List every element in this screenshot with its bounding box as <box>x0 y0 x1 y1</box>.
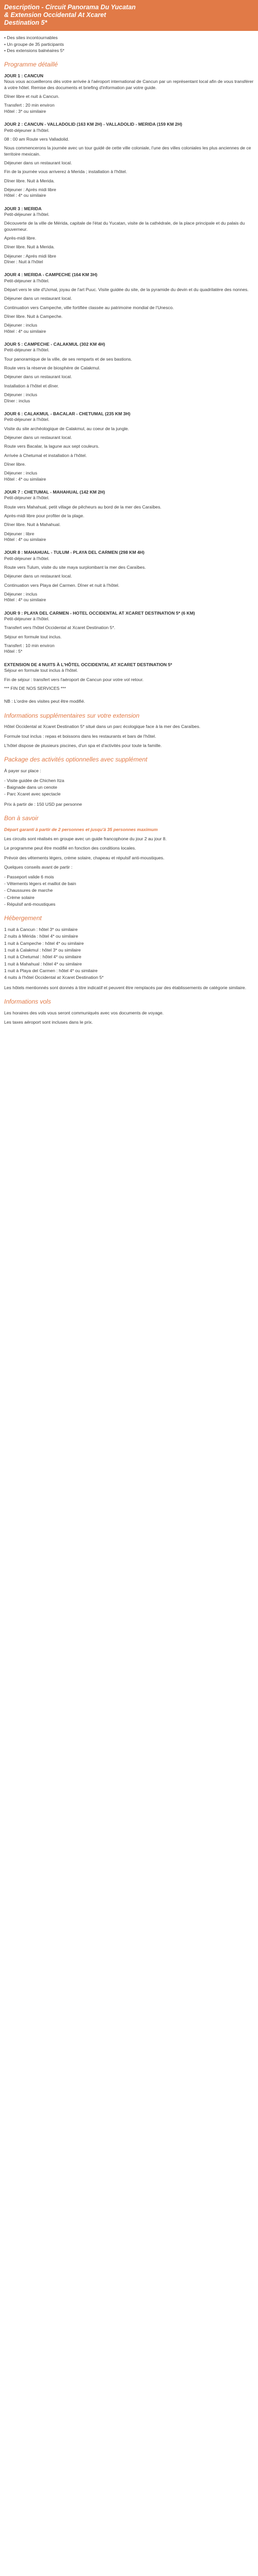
hotel-item: 1 nuit à Cancun : hôtel 3* ou similaire <box>4 927 78 933</box>
day-title: JOUR 3 : MERIDA <box>4 206 42 211</box>
day-title: JOUR 4 : MERIDA - CAMPECHE (164 KM 3H) <box>4 272 98 278</box>
day-meta: Déjeuner : inclus <box>4 392 38 398</box>
day-paragraph: Dîner libre. Nuit à Campeche. <box>4 314 63 319</box>
package-price: Prix à partir de : 150 USD par personne <box>4 801 82 807</box>
title-banner <box>0 0 258 31</box>
flights-section <box>4 998 254 1026</box>
hotel-item: 1 nuit à Playa del Carmen : hôtel 4* ou similaire <box>4 968 98 974</box>
hotels-note: Les hôtels mentionnés sont donnés à titre indicatif et peuvent être remplacés par des établissements de catégorie similaire. <box>4 985 247 990</box>
info-paragraph: L'hôtel dispose de plusieurs piscines, d'un spa et d'activités pour toute la famille. <box>4 743 162 749</box>
day-meta: Hôtel : 4* ou similaire <box>4 193 46 198</box>
day-block <box>4 489 254 543</box>
day-title: JOUR 9 : PLAYA DEL CARMEN - HOTEL OCCIDENTAL AT XCARET DESTINATION 5* (6 KM) <box>4 610 195 616</box>
bring-item: - Chaussures de marche <box>4 888 53 893</box>
day-meta: *** FIN DE NOS SERVICES *** <box>4 685 66 691</box>
day-meta: Déjeuner : inclus <box>4 323 38 328</box>
day-paragraph: Petit-déjeuner à l'hôtel. <box>4 211 50 217</box>
page <box>0 0 258 1040</box>
day-paragraph: Fin de séjour : transfert vers l'aéroport de Cancun pour votre vol retour. <box>4 676 144 682</box>
day-paragraph: Déjeuner dans un restaurant local. <box>4 374 72 380</box>
highlight-item: • Un groupe de 35 participants <box>4 42 254 47</box>
bring-item: - Vêtements légers et maillot de bain <box>4 880 76 886</box>
day-meta: Transfert : 10 min environ <box>4 643 55 649</box>
day-paragraph: Dîner libre et nuit à Cancun. <box>4 94 60 99</box>
day-paragraph: Petit-déjeuner à l'hôtel. <box>4 555 50 561</box>
day-paragraph: Petit-déjeuner à l'hôtel. <box>4 616 50 622</box>
content <box>0 31 258 1039</box>
day-block <box>4 206 254 265</box>
day-meta: Déjeuner : Aprés midi libre <box>4 187 56 192</box>
day-title: JOUR 2 : CANCUN - VALLADOLID (163 KM 2H) - VALLADOLID - MERIDA (159 KM 2H) <box>4 122 183 127</box>
day-meta: Hôtel : 4* ou similaire <box>4 476 46 482</box>
day-paragraph: Après-midi libre pour profiter de la plage. <box>4 513 85 518</box>
good-subtitle: Départ garanti à partir de 2 personnes et jusqu'à 35 personnes maximum <box>4 826 158 832</box>
bring-list <box>4 874 254 908</box>
title-line-3: Destination 5* <box>4 19 47 26</box>
day-paragraph: Dîner libre. <box>4 461 26 467</box>
info-paragraph: Hôtel Occidental at Xcaret Destination 5* situé dans un parc écologique face à la mer des Caraïbes. <box>4 724 201 730</box>
hotel-list <box>4 927 254 981</box>
day-paragraph: Après-midi libre. <box>4 235 37 241</box>
day-meta: Déjeuner : libre <box>4 531 35 536</box>
day-title: JOUR 6 : CALAKMUL - BACALAR - CHETUMAL (235 KM 3H) <box>4 411 131 416</box>
highlight-item: • Des extensions balnéaires 5* <box>4 48 254 54</box>
package-intro: À payer sur place : <box>4 768 41 774</box>
package-section <box>4 756 254 807</box>
flights-paragraph: Les horaires des vols vous seront communiqués avec vos documents de voyage. <box>4 1010 164 1015</box>
day-paragraph: Route vers Mahahual, petit village de pêcheurs au bord de la mer des Caraïbes. <box>4 504 162 510</box>
day-block <box>4 550 254 603</box>
day-paragraph: Dîner libre. Nuit à Mahahual. <box>4 522 61 528</box>
day-title: JOUR 7 : CHETUMAL - MAHAHUAL (142 KM 2H) <box>4 489 105 495</box>
hotel-item: 1 nuit à Campeche : hôtel 4* ou similaire <box>4 940 84 946</box>
day-meta: Transfert : 20 min environ <box>4 103 55 108</box>
hotels-section <box>4 914 254 991</box>
hotel-item: 1 nuit à Calakmul : hôtel 3* ou similaire <box>4 947 81 953</box>
day-block <box>4 73 254 114</box>
day-meta: Hôtel : 4* ou similaire <box>4 328 46 334</box>
hotel-item: 1 nuit à Chetumal : hôtel 4* ou similaire <box>4 954 82 960</box>
day-meta: Déjeuner : inclus <box>4 591 38 597</box>
package-item: - Baignade dans un cenote <box>4 784 57 790</box>
day-meta: Déjeuner : inclus <box>4 470 38 476</box>
hotel-item: 2 nuits à Mérida : hôtel 4* ou similaire <box>4 934 78 939</box>
day-title: JOUR 8 : MAHAHUAL - TULUM - PLAYA DEL CARMEN (298 KM 4H) <box>4 550 144 555</box>
day-title: EXTENSION DE 4 NUITS À L'HÔTEL OCCIDENTAL AT XCARET DESTINATION 5* <box>4 662 172 667</box>
day-paragraph: Déjeuner dans un restaurant local. <box>4 434 72 440</box>
day-meta: Déjeuner : Aprés midi libre <box>4 253 56 259</box>
day-paragraph: Transfert vers l'hôtel Occidental at Xcaret Destination 5*. <box>4 625 116 631</box>
day-paragraph: Route vers Bacalar, la lagune aux sept couleurs. <box>4 444 100 449</box>
title-line-2: & Extension Occidental At Xcaret <box>4 11 106 19</box>
days-list <box>4 73 254 691</box>
day-paragraph: Route vers Tulum, visite du site maya surplombant la mer des Caraïbes. <box>4 565 146 570</box>
day-paragraph: Nous commencerons la journée avec un tour guidé de cette ville coloniale, l'une des villes coloniales les plus anciennes de ce territoire mexicain. <box>4 145 251 157</box>
flights-title: Informations vols <box>4 998 51 1006</box>
good-paragraph: Prévoir des vêtements légers, crème solaire, chapeau et répulsif anti-moustiques. <box>4 855 165 860</box>
day-paragraph: Séjour en formule tout inclus à l'hôtel. <box>4 668 78 673</box>
good-paragraph: Les circuits sont réalisés en groupe avec un guide francophone du jour 2 au jour 8. <box>4 836 167 842</box>
info-section <box>4 712 254 749</box>
flights-paragraph: Les taxes aéroport sont incluses dans le prix. <box>4 1020 93 1025</box>
day-paragraph: Tour panoramique de la ville, de ses remparts et de ses bastions. <box>4 356 132 362</box>
day-paragraph: Séjour en formule tout inclus. <box>4 634 62 639</box>
info-title: Informations supplémentaires sur votre extension <box>4 711 140 719</box>
day-paragraph: Continuation vers Campeche, ville fortifiée classée au patrimoine mondial de l'Unesco. <box>4 304 174 310</box>
day-paragraph: Continuation vers Playa del Carmen. Dîner et nuit à l'hôtel. <box>4 582 120 588</box>
day-paragraph: Installation à l'hôtel et dîner. <box>4 383 59 388</box>
bring-title: Quelques conseils avant de partir : <box>4 865 73 870</box>
day-paragraph: Déjeuner dans un restaurant local. <box>4 296 72 301</box>
highlights-list <box>4 35 254 54</box>
info-paragraph: Formule tout inclus : repas et boissons dans les restaurants et bars de l'hôtel. <box>4 733 156 739</box>
bring-item: - Répulsif anti-moustiques <box>4 901 56 907</box>
day-paragraph: Dîner libre. Nuit à Merida. <box>4 178 55 183</box>
good-title: Bon à savoir <box>4 814 39 822</box>
day-meta: Hôtel : 4* ou similaire <box>4 537 46 543</box>
day-paragraph: Départ vers le site d'Uxmal, joyau de l'art Puuc. Visite guidée du site, de la pyramide du devin et du quadrilatère des nonnes. <box>4 287 249 293</box>
day-block <box>4 411 254 482</box>
day-paragraph: Arrivée à Chetumal et installation à l'hôtel. <box>4 452 87 458</box>
day-paragraph: Petit-déjeuner à l'hôtel. <box>4 347 50 353</box>
title-line-1: Description - Circuit Panorama Du Yucatan <box>4 4 136 11</box>
package-item: - Visite guidée de Chichen Itza <box>4 777 64 783</box>
program-title: Programme détaillé <box>4 61 58 69</box>
day-block <box>4 342 254 404</box>
day-paragraph: Dîner libre. Nuit à Merida. <box>4 244 55 250</box>
day-paragraph: Petit-déjeuner à l'hôtel. <box>4 417 50 422</box>
day-paragraph: Fin de la journée vous arriverez à Merida ; installation à l'hôtel. <box>4 169 127 175</box>
itinerary-note: NB : L'ordre des visites peut être modifié. <box>4 699 85 704</box>
good-paragraph: Le programme peut être modifié en fonction des conditions locales. <box>4 845 136 851</box>
highlight-item: • Des sites incontournables <box>4 35 254 41</box>
day-paragraph: Petit-déjeuner à l'hôtel. <box>4 278 50 283</box>
bring-item: - Crème solaire <box>4 894 35 900</box>
day-paragraph: Découverte de la ville de Mérida, capitale de l'état du Yucatan, visite de la cathédrale, de la place principale et du palais du gouverneur. <box>4 221 245 232</box>
day-title: JOUR 5 : CAMPECHE - CALAKMUL (302 KM 4H) <box>4 342 105 347</box>
hotel-item: 1 nuit à Mahahual : hôtel 4* ou similaire <box>4 961 82 967</box>
day-block <box>4 662 254 691</box>
day-paragraph: 08 : 00 am Route vers Valladolid. <box>4 136 69 142</box>
package-item: - Parc Xcaret avec spectacle <box>4 791 61 797</box>
good-to-know-section <box>4 815 254 907</box>
day-meta: Hôtel : 4* ou similaire <box>4 597 46 603</box>
day-meta: Dîner : Nuit à l'hôtel <box>4 259 43 265</box>
day-paragraph: Petit-déjeuner à l'hôtel. <box>4 127 50 133</box>
day-paragraph: Visite du site archéologique de Calakmul, au coeur de la jungle. <box>4 426 130 431</box>
day-meta: Hôtel : 5* <box>4 649 23 654</box>
day-block <box>4 122 254 198</box>
day-block <box>4 272 254 334</box>
day-paragraph: Déjeuner dans un restaurant local. <box>4 160 72 165</box>
hotel-item: 4 nuits à l'hôtel Occidental at Xcaret Destination 5* <box>4 975 104 980</box>
day-block <box>4 611 254 655</box>
day-paragraph: Route vers la réserve de biosphère de Calakmul. <box>4 365 101 371</box>
hotels-title: Hébergement <box>4 914 42 922</box>
day-title: JOUR 1 : CANCUN <box>4 73 43 79</box>
bring-item: - Passeport valide 6 mois <box>4 874 54 879</box>
day-paragraph: Petit-déjeuner à l'hôtel. <box>4 495 50 501</box>
package-title: Package des activités optionnelles avec supplément <box>4 756 148 764</box>
package-list <box>4 778 254 798</box>
day-meta: Hôtel : 3* ou similaire <box>4 108 46 114</box>
day-meta: Dîner : inclus <box>4 398 30 403</box>
day-paragraph: Nous vous accueillerons dès votre arrivée à l'aéroport international de Cancun par un représentant local afin de vous transférer à votre hôtel. Remise des documents et briefing d'information par votre guide. <box>4 79 254 90</box>
day-paragraph: Déjeuner dans un restaurant local. <box>4 573 72 579</box>
